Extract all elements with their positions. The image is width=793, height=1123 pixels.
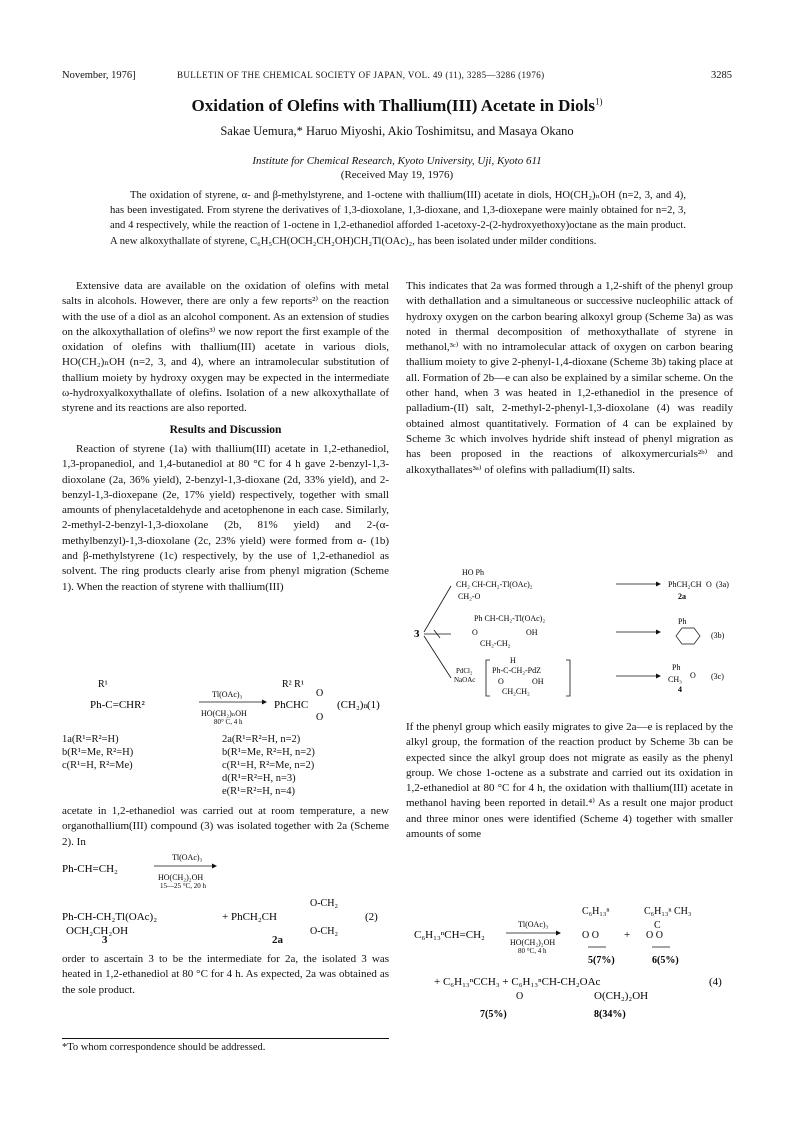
section-heading: Results and Discussion (169, 423, 282, 436)
eq4-product-7-o: O (516, 991, 524, 1002)
equation-1 (62, 676, 389, 728)
eq4-product-5-top: C₆H₁₃ⁿ (582, 906, 610, 917)
author-list: Sakae Uemura,* Haruo Miyoshi, Akio Toshimitsu, and Masaya Okano (220, 124, 574, 138)
eq4-label-7: 7(5%) (480, 1009, 507, 1020)
scheme3c-o: O (498, 677, 504, 686)
eq4-reactant: C₆H₁₃ⁿCH=CH₂ (414, 929, 485, 941)
eq1-reagent: Tl(OAc)₃ (212, 690, 243, 699)
eq2-conditions: HO(CH₂)₂OH (158, 873, 204, 882)
eq1-ring-size: (CH₂)ₙ (337, 699, 369, 711)
svg-text:O: O (706, 580, 712, 589)
header-page-number: 3285 (711, 70, 732, 81)
eq1-number: (1) (367, 699, 380, 711)
eq4-plus: + (624, 929, 631, 941)
scheme3c-reagent-2: NaOAc (454, 676, 476, 684)
svg-text:R² R¹: R² R¹ (282, 679, 304, 690)
compound-1c: c(R¹=H, R²=Me) (62, 760, 133, 771)
compound-2c: c(R¹=H, R²=Me, n=2) (222, 760, 315, 771)
header-date: November, 1976] (62, 70, 136, 81)
scheme3c-product: Ph (672, 663, 681, 672)
right-paragraph-2: If the phenyl group which easily migrates to give 2a—e is replaced by the alkyl group, the formation of the reaction product by Scheme 3b can be expected since the alkyl group does not migrate as easily as the phenyl group. We chose 1-octene as a substrate and carried out its oxidation in 1,2-ethanediol at 80 °C for 4 h, the oxidation with thallium(III) acetate in methanol having been reported in detail.⁴⁾ As a result one major product and three minor ones were identified (Scheme 4) together with smaller amounts of some (406, 721, 733, 841)
institution: Institute for Chemical Research, Kyoto University, Uji, Kyoto 611 (252, 155, 542, 167)
eq4-label-8: 8(34%) (594, 1009, 626, 1020)
scheme3b-number: (3b) (711, 631, 725, 640)
eq4-conditions: HO(CH₂)₂OH (510, 938, 556, 947)
eq4-label-6: 6(5%) (652, 955, 679, 966)
right-paragraph-1: This indicates that 2a was formed through a 1,2-shift of the phenyl group with dethallation and a simultaneous or successive nucleophilic attack of hydroxy oxygen on the carbon bearing alkoxyl group (Scheme 3a) as was noted in thermal decomposition of methoxythallate of styrene in methanol,³ᶜ⁾ with no intramolecular attack of oxygen on carbon bearing thallium moiety to give 2-phenyl-1,4-dioxane (Scheme 3b) taking place at all. Formation of 2b—e can also be explained by a similar scheme. On the other hand, when 3 was heated in 1,2-ethanediol in the presence of palladium-(II) salt, 2-methyl-2-phenyl-1,3-dioxolane (4) was readily obtained almost quantitatively. Formation of 4 can be explained by Scheme 3c which involves hydride shift instead of phenyl migration as has been proposed in the reactions of alkoxymercurials²ᵇ⁾ and alkoxythallates³ᵃ⁾ of olefins with palladium(II) salts. (406, 280, 733, 476)
scheme3c-chain: CH₂CH₂ (502, 687, 530, 696)
scheme3b-o: O (472, 628, 478, 637)
svg-text:O: O (316, 712, 324, 723)
scheme3a-product: PhCH₂CH (668, 580, 702, 589)
scheme3c-mid: Ph-C-CH₂-PdZ (492, 666, 542, 675)
scheme3c-reagent: PdCl₂ (456, 667, 473, 675)
equation-2 (62, 850, 389, 942)
eq4-label-5: 5(7%) (588, 955, 615, 966)
eq2-reagent: Tl(OAc)₃ (172, 853, 203, 862)
compound-list-2 (222, 733, 392, 798)
eq2-product-3-substituent: OCH₂CH₂OH (66, 925, 129, 937)
eq4-product-6-top: C₆H₁₃ⁿ CH₃ (644, 906, 692, 917)
eq4-product-6-c: C (654, 920, 661, 931)
title-text: Oxidation of Olefins with Thallium(III) Acetate in Diols (191, 96, 595, 115)
eq2-label-3: 3 (102, 934, 108, 946)
results-paragraph: Reaction of styrene (1a) with thallium(III) acetate in 1,2-ethanediol, 1,3-propanediol, and 1,4-butanediol at 80 °C for 4 h gave 2-benzyl-1,3-dioxolane (2a, 36% yield), 2-benzyl-1,3-dioxane (2d, 33% yield), and 2-benzyl-1,3-dioxepane (2e, 17% yield) respectively, together with small amounts of phenylacetaldehyde and acetophenone in each case. Similarly, 2-methyl-2-benzyl-1,3-dioxolane (2b, 81% yield) and 2-(α-methylbenzyl)-1,3-dioxolane (2c, 23% yield) were formed from α- (1b) and β-methylstyrene (1c) respectively, by the use of 1,2-ethanediol as solvent. The ring products clearly arise from phenyl migration (Scheme 1). When the reaction of styrene with thallium(III) (62, 442, 389, 593)
scheme3a-mid: CH₂ CH-CH₂-Tl(OAc)₂ (456, 580, 533, 589)
eq2-reactant: Ph-CH=CH₂ (62, 863, 118, 875)
scheme-3 (406, 566, 733, 698)
article-title (62, 96, 732, 116)
compound-1a: 1a(R¹=R²=H) (62, 734, 119, 745)
compound-1b: b(R¹=Me, R²=H) (62, 747, 134, 758)
scheme3b-mid: Ph CH-CH₂-Tl(OAc)₂ (474, 614, 546, 623)
compound-2b: b(R¹=Me, R²=H, n=2) (222, 747, 315, 758)
left-column (62, 279, 389, 595)
compound-list-1 (62, 733, 227, 772)
scheme3a-label: 2a (678, 592, 686, 601)
eq2-label-2a: 2a (272, 934, 283, 946)
eq4-line2: + C₆H₁₃ⁿCCH₃ + C₆H₁₃ⁿCH-CH₂OAc (434, 976, 601, 988)
scheme3c-number: (3c) (711, 672, 724, 681)
title-footnote-ref: 1) (594, 96, 603, 107)
scheme3c-label: 4 (678, 685, 682, 694)
scheme3b-oh: OH (526, 628, 538, 637)
compound-2d: d(R¹=R²=H, n=3) (222, 773, 296, 784)
abstract: The oxidation of styrene, α- and β-methylstyrene, and 1-octene with thallium(III) acetate in diols, HO(CH₂)ₙOH (n=2, 3, and 4), has been investigated. From styrene the derivatives of 1,3-dioxolane, 1,3-dioxane, and 1,3-dioxepane were mainly obtained for n=2, 3, and 4 respectively, while the reaction of 1-octene in 1,2-ethanediol afforded 1-acetoxy-2-(2-hydroxyethoxy)octane as the main product. A new alkoxythallate of styrene, C₆H₅CH(OCH₂CH₂OH)CH₂Tl(OAc)₂, has been isolated under milder conditions. (110, 190, 686, 247)
eq1-conditions: HO(CH₂)ₙOH (201, 709, 247, 718)
scheme3b-chain: CH₂-CH₂ (480, 639, 511, 648)
scheme3a-top: HO Ph (462, 568, 485, 577)
eq4-number: (4) (709, 976, 722, 988)
scheme3c-product-2: CH₃ (668, 675, 682, 684)
svg-text:O O: O O (646, 930, 663, 941)
scheme3c-oh: OH (532, 677, 544, 686)
equation-4 (406, 903, 733, 1063)
compound-2a: 2a(R¹=R²=H, n=2) (222, 734, 301, 745)
svg-text:O-CH₂: O-CH₂ (310, 898, 338, 909)
left-paragraph-3: acetate in 1,2-ethanediol was carried out at room temperature, a new organothallium(III) compound (3) was isolated together with 2a (Scheme 2). In (62, 805, 389, 848)
left-paragraph-4: order to ascertain 3 to be the intermediate for 2a, the isolated 3 was heated in 1,2-ethanediol at 80 °C for 4 h. As expected, 2a was obtained as the sole product. (62, 953, 389, 996)
eq2-product-3: Ph-CH-CH₂Tl(OAc)₂ (62, 911, 158, 923)
eq4-reagent: Tl(OAc)₃ (518, 920, 549, 929)
svg-text:O-CH₂: O-CH₂ (310, 926, 338, 937)
scheme3b-product: Ph (678, 617, 687, 626)
eq1-reactant: Ph-C=CHR² (90, 699, 145, 711)
right-column (406, 279, 733, 478)
eq2-number: (2) (365, 911, 378, 923)
eq1-product: PhCHC (274, 699, 309, 711)
scheme3a-number: (3a) (716, 580, 729, 589)
svg-text:O O: O O (582, 930, 599, 941)
scheme3c-h: H (510, 656, 516, 665)
scheme3-label-3: 3 (414, 628, 420, 640)
received-date: (Received May 19, 1976) (340, 169, 454, 181)
eq4-conditions-2: 80 °C, 4 h (518, 947, 547, 955)
compound-2e: e(R¹=R²=H, n=4) (222, 786, 296, 797)
eq4-product-8-substituent: O(CH₂)₂OH (594, 990, 649, 1002)
eq1-conditions-2: 80° C, 4 h (214, 718, 243, 726)
eq1-r1: R¹ (98, 679, 108, 690)
svg-text:O: O (316, 688, 324, 699)
footnote: *To whom correspondence should be addressed. (62, 1038, 389, 1053)
scheme3a-bottom: CH₂-O (458, 592, 481, 601)
svg-text:O: O (690, 671, 696, 680)
eq2-product-2a: + PhCH₂CH (222, 911, 277, 923)
eq2-conditions-2: 15—25 °C, 20 h (160, 882, 206, 890)
header-journal: BULLETIN OF THE CHEMICAL SOCIETY OF JAPAN, VOL. 49 (11), 3285—3286 (1976) (177, 70, 545, 80)
intro-paragraph: Extensive data are available on the oxidation of olefins with metal salts in alcohols. However, there are only a few reports²⁾ on the reaction with the use of a diol as an alcohol component. As an extension of studies on the alkoxythallation of olefins³⁾ we now report the first example of the oxidation of olefins with thallium(III) acetate in various diols, HO(CH₂)ₙOH (n=2, 3, and 4), where an intramolecular substitution of thallium moiety by hydroxy oxygen may be expected in the intermediate ω-hydroxyalkoxythallate of olefins. Isolation of a new alkoxythallate of styrene and its reactions are also reported. (62, 280, 389, 415)
